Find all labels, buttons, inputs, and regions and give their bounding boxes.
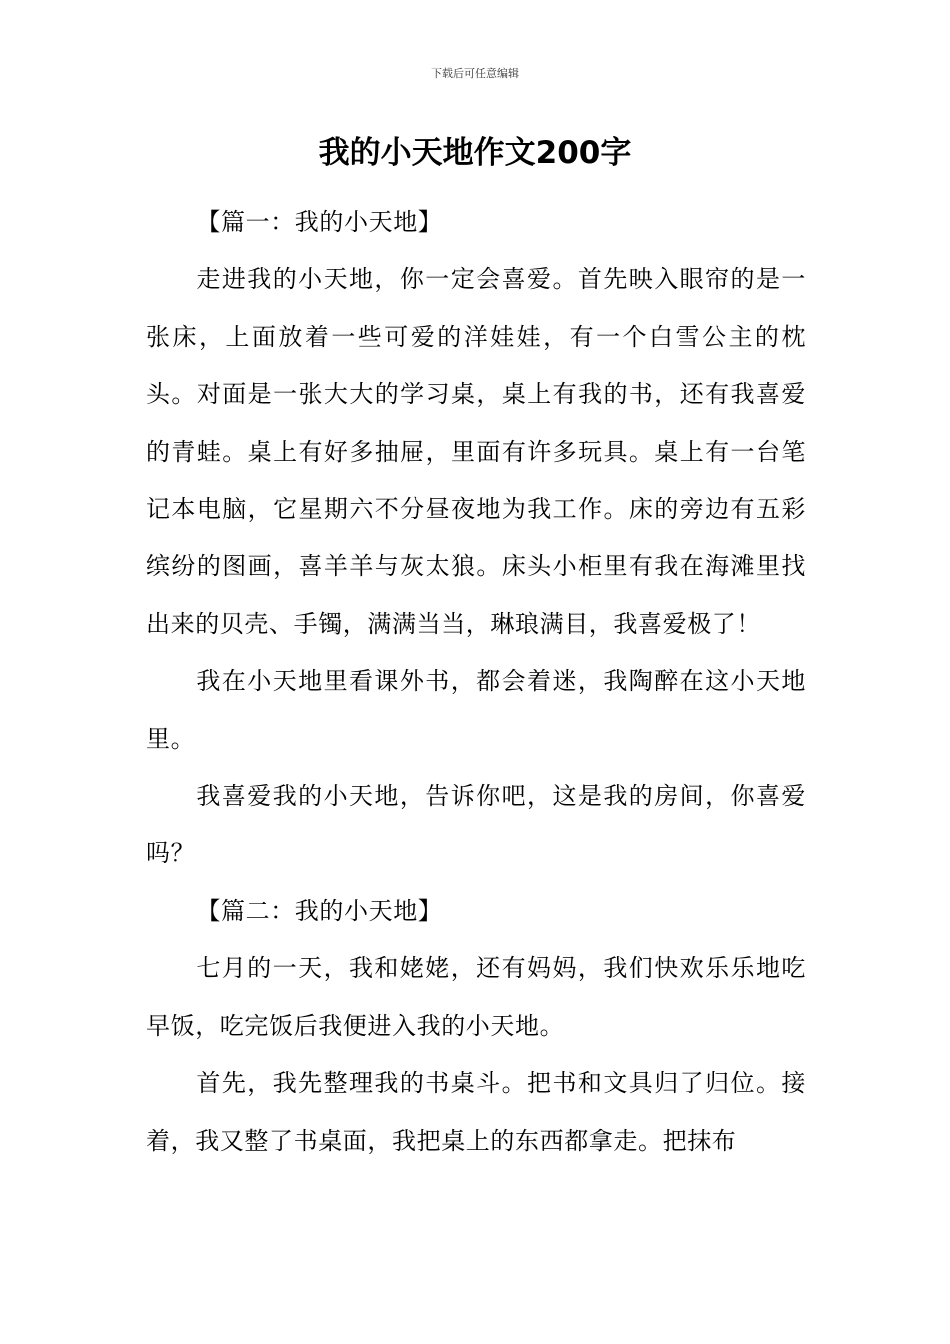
paragraph: 走进我的小天地，你一定会喜爱。首先映入眼帘的是一张床，上面放着一些可爱的洋娃娃，有一个白雪公主的枕头。对面是一张大大的学习桌，桌上有我的书，还有我喜爱的青蛙。桌上有好多抽屉，里面有许多玩具。桌上有一台笔记本电脑，它星期六不分昼夜地为我工作。床的旁边有五彩缤纷的图画，喜羊羊与灰太狼。床头小柜里有我在海滩里找出来的贝壳、手镯，满满当当，琳琅满目，我喜爱极了！ — [146, 265, 806, 638]
document-title: 我的小天地作文200字 — [318, 135, 632, 171]
paragraph: 七月的一天，我和姥姥，还有妈妈，我们快欢乐乐地吃早饭，吃完饭后我便进入我的小天地。 — [146, 954, 806, 1040]
paragraph: 首先，我先整理我的书桌斗。把书和文具归了归位。接着，我又整了书桌面，我把桌上的东西都拿走。把抹布 — [146, 1069, 806, 1155]
document-body — [146, 194, 806, 1170]
paragraph: 我喜爱我的小天地，告诉你吧，这是我的房间，你喜爱吗？ — [146, 782, 806, 868]
paragraph: 我在小天地里看课外书，都会着迷，我陶醉在这小天地里。 — [146, 667, 806, 753]
header-note: 下载后可任意编辑 — [431, 67, 519, 80]
section-heading-2: 【篇二：我的小天地】 — [196, 896, 443, 925]
section-heading-1: 【篇一：我的小天地】 — [196, 208, 443, 236]
